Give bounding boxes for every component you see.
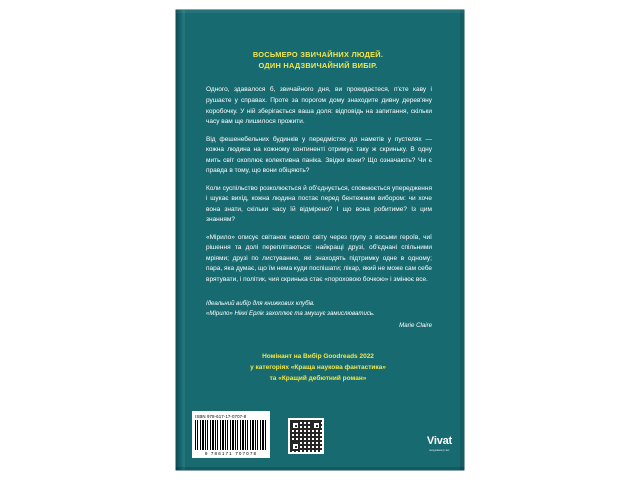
headline <box>198 50 438 71</box>
qr-eye-bottom-left-icon <box>291 442 300 451</box>
book-spine-edge <box>176 10 183 470</box>
publisher-subtitle: видавництво <box>429 448 450 452</box>
award-line-3: та «Кращий дебютний роман» <box>269 374 367 382</box>
headline-line-1: ВОСЬМЕРО ЗВИЧАЙНИХ ЛЮДЕЙ. <box>252 50 384 59</box>
qr-eye-top-right-icon <box>312 421 321 430</box>
award-nomination <box>198 352 438 384</box>
back-cover-content <box>198 36 438 385</box>
blurb-text <box>198 85 438 285</box>
book-bottom-edge <box>176 467 464 470</box>
barcode-lines-icon <box>195 420 267 450</box>
book-back-cover <box>176 10 464 470</box>
award-line-1: Номінант на Вибір Goodreads 2022 <box>262 353 374 361</box>
review-line-1: Ідеальний вибір для книжкових клубів. <box>206 300 315 308</box>
blurb-paragraph: Коли суспільство розколюється й об'єднується, сповнюється упередження і шукає вихід, кожна людина постає перед бентежним вибором: чи хоче вона знати, скільки часу їй відмірено? І що вона робитиме? Із цим знанням? <box>206 184 432 224</box>
isbn-text: ISBN 978-617-17-0707-8 <box>195 414 247 419</box>
blurb-paragraph: Одного, здавалося б, звичайного дня, ви прокидаєтеся, п'єте каву і рушаєте у справах. Проте за порогом дому знаходите дивну дерев'яну коробочку. У ній зберігається ваша доля: відповідь на запитання, скільки часу вам ще лишилося прожити. <box>206 86 432 126</box>
qr-code-pattern-icon <box>290 420 322 452</box>
qr-eye-top-left-icon <box>291 421 300 430</box>
barcode-digits: 9 786171 707078 <box>204 451 258 456</box>
book-spine-highlight <box>183 10 185 470</box>
review-quote <box>198 299 438 330</box>
blurb-paragraph: Від фешенебельних будинків у передмістях до наметів у пустелях — кожна людина на кожному континенті отримує таку ж скриньку. В одну мить світ охоплює колективна паніка. Звідки вони? Що означають? Чи є правда в тому, що вони обіцяють? <box>206 135 432 175</box>
qr-code[interactable] <box>288 418 324 454</box>
barcode <box>192 411 270 458</box>
book-right-edge <box>460 10 464 470</box>
blurb-paragraph: «Мірило» описує світанок нового світу через групу з восьми героїв, чиї рішення та долі переплітаються: найкращі друзі, об'єднані спільними мріями; друзі по листуванню, які знаходять підтримку одне в одному; пара, яка думає, що їм нема куди поспішати; лікар, який не може сам себе врятувати, і політик, чия скринька стає «пороховою бочкою» і змінює все. <box>206 233 432 283</box>
award-line-2: у категоріях «Краща наукова фантастика» <box>250 364 386 372</box>
review-line-2: «Мірило» Ніккі Ерлік захоплює та змушує замислюватись. <box>206 309 375 317</box>
review-source: Marie Claire <box>399 321 432 329</box>
book-top-edge <box>176 10 464 13</box>
bottom-bar <box>192 400 454 458</box>
publisher-name: Vivat <box>426 434 452 447</box>
publisher-logo <box>427 436 452 453</box>
headline-line-2: ОДИН НАДЗВИЧАЙНИЙ ВИБІР. <box>258 60 378 70</box>
